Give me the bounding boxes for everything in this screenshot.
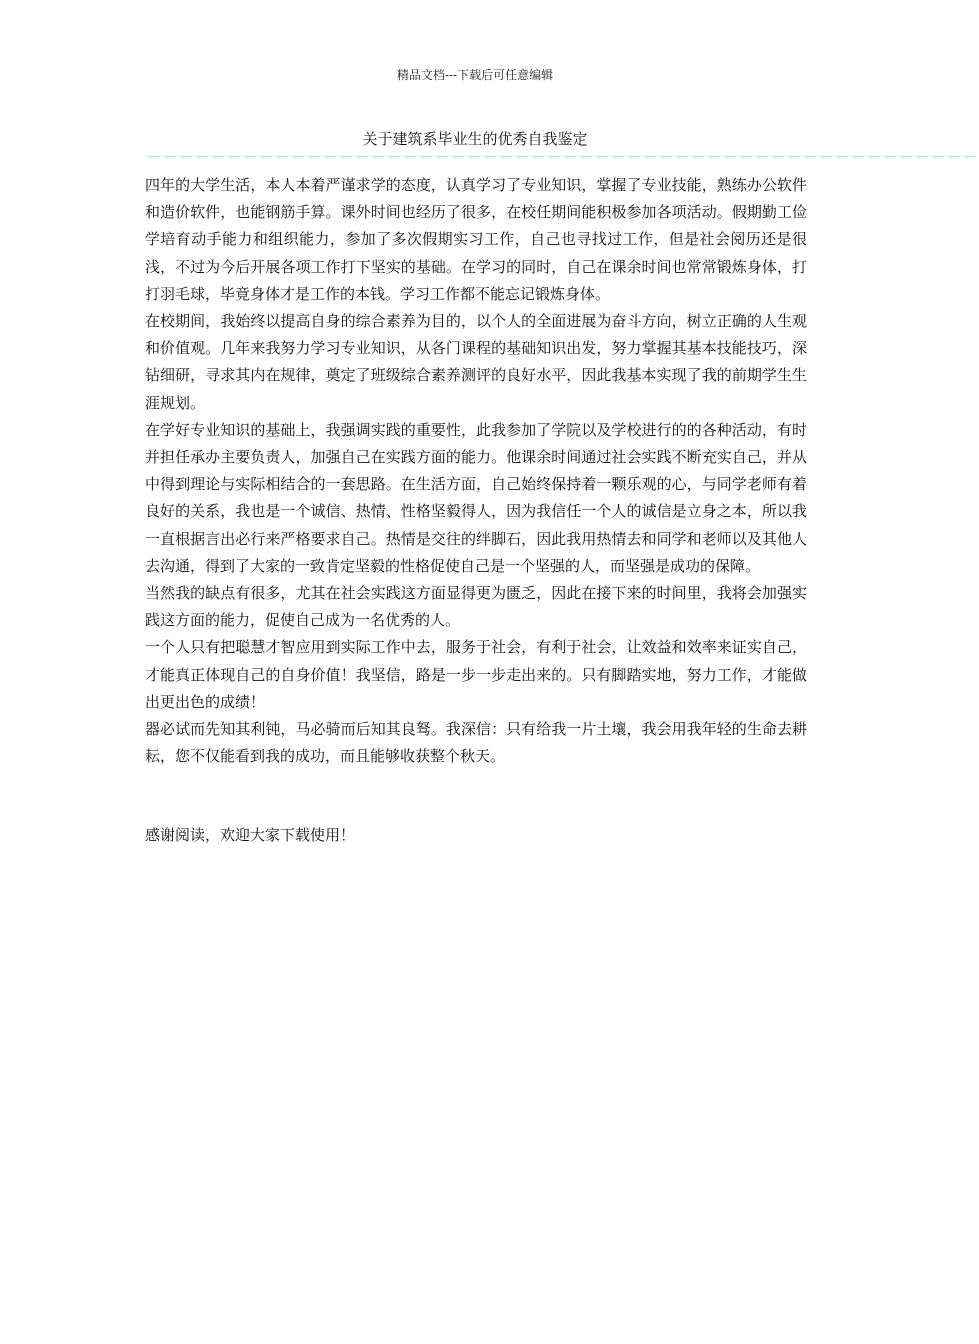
body-paragraph: 四年的大学生活，本人本着严谨求学的态度，认真学习了专业知识，掌握了专业技能，熟练办公软件和造价软件，也能钢筋手算。课外时间也经历了很多，在校任期间能积极参加各项活动。假期勤工俭学培育动手能力和组织能力，参加了多次假期实习工作，自己也寻找过工作，但是社会阅历还是很浅，不过为今后开展各项工作打下坚实的基础。在学习的同时，自己在课余时间也常常锻炼身体，打打羽毛球，毕竟身体才是工作的本钱。学习工作都不能忘记锻炼身体。 <box>145 176 807 303</box>
header-note: 精品文档---下载后可任意编辑 <box>396 68 554 82</box>
body-paragraph: 在校期间，我始终以提高自身的综合素养为目的，以个人的全面进展为奋斗方向，树立正确的人生观和价值观。几年来我努力学习专业知识，从各门课程的基础知识出发，努力掌握其基本技能技巧，深钻细研，寻求其内在规律，奠定了班级综合素养测评的良好水平，因此我基本实现了我的前期学生生涯规划。 <box>145 312 807 412</box>
body-paragraph: 当然我的缺点有很多，尤其在社会实践这方面显得更为匮乏，因此在接下来的时间里，我将会加强实践这方面的能力，促使自己成为一名优秀的人。 <box>145 584 807 630</box>
body-paragraph: 在学好专业知识的基础上，我强调实践的重要性，此我参加了学院以及学校进行的的各种活动，有时并担任承办主要负责人，加强自己在实践方面的能力。他课余时间通过社会实践不断充实自己，并从中得到理论与实际相结合的一套思路。在生活方面，自己始终保持着一颗乐观的心，与同学老师有着良好的关系，我也是一个诚信、热情、性格坚毅得人，因为我信任一个人的诚信是立身之本，所以我一直根据言出必行来严格要求自己。热情是交往的绊脚石，因此我用热情去和同学和老师以及其他人去沟通，得到了大家的一致肯定坚毅的性格促使自己是一个坚强的人，而坚强是成功的保障。 <box>145 420 807 575</box>
document-body <box>145 172 807 770</box>
document-title: 关于建筑系毕业生的优秀自我鉴定 <box>362 130 588 148</box>
closing-note: 感谢阅读，欢迎大家下载使用！ <box>145 826 356 844</box>
body-paragraph: 器必试而先知其利钝，马必骑而后知其良驽。我深信：只有给我一片土壤，我会用我年轻的生命去耕耘，您不仅能看到我的成功，而且能够收获整个秋天。 <box>145 720 807 766</box>
body-paragraph: 一个人只有把聪慧才智应用到实际工作中去，服务于社会，有利于社会，让效益和效率来证实自己，才能真正体现自己的自身价值！我坚信，路是一步一步走出来的。只有脚踏实地，努力工作，才能做出更出色的成绩！ <box>145 638 807 711</box>
title-divider: －－－－－－－－－－－－－－－－－－－－－－－－－－－－－－－－－－－－－－－－－－－－－－－－－－－－ <box>147 150 979 166</box>
